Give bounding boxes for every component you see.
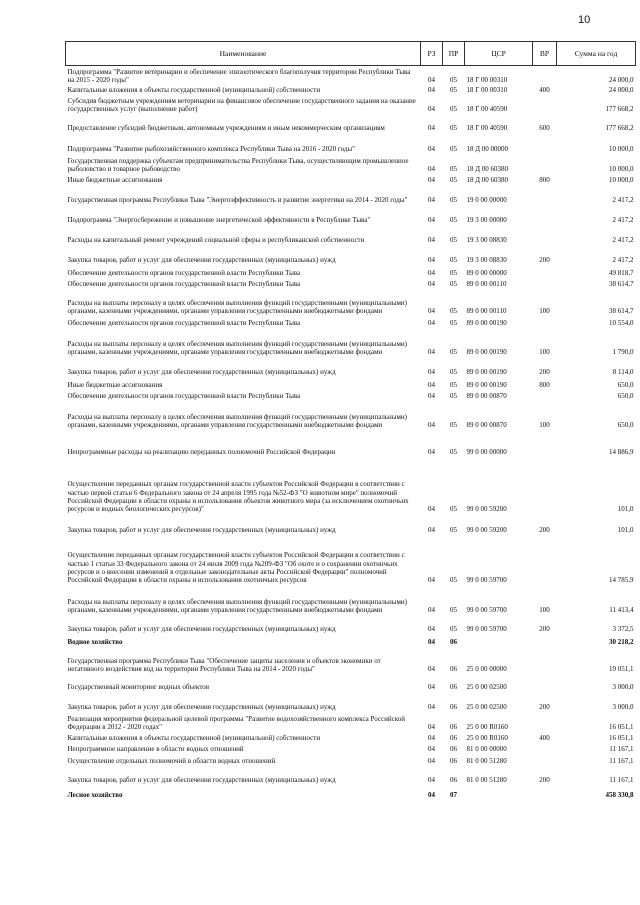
row-sum: 24 000,0: [609, 76, 634, 85]
row-csr: 19 3 00 08830: [466, 236, 507, 245]
row-pr: 05: [450, 319, 457, 328]
table-row: [66, 66, 636, 85]
table-row: [66, 357, 636, 377]
row-rz: 04: [428, 269, 435, 278]
header-csr: ЦСР: [465, 42, 533, 66]
row-vr: [533, 278, 557, 289]
row-pr: 06: [450, 638, 457, 647]
row-name: Обеспечение деятельности органов государственной власти Республики Тыва: [67, 392, 301, 401]
row-csr: 25 0 00 R0160: [466, 734, 508, 743]
row-rz: 04: [428, 757, 435, 766]
row-vr: [533, 785, 557, 800]
row-vr: [533, 430, 557, 457]
row-rz: 04: [428, 745, 435, 754]
row-rz: 04: [428, 638, 435, 647]
row-sum: 101,0: [617, 526, 634, 535]
row-csr: 89 0 00 00190: [466, 319, 507, 328]
row-sum: 177 668,2: [605, 124, 634, 133]
row-vr: 200: [539, 526, 550, 535]
row-pr: 06: [450, 734, 457, 743]
header-rz: РЗ: [421, 42, 443, 66]
row-name: Государственный мониторинг водных объектов: [67, 683, 210, 692]
row-sum: 38 614,7: [609, 280, 634, 289]
row-csr: 18 Г 00 40590: [466, 124, 508, 133]
row-rz: 04: [428, 625, 435, 634]
table-row: [66, 732, 636, 743]
row-vr: [533, 133, 557, 154]
row-pr: 05: [450, 105, 457, 114]
table-row: [66, 316, 636, 328]
row-name: Закупка товаров, работ и услуг для обеспечения государственных (муниципальных) нужд: [67, 256, 336, 265]
row-pr: 06: [450, 776, 457, 785]
row-rz: 04: [428, 776, 435, 785]
row-pr: 05: [450, 145, 457, 154]
row-name: Иные бюджетные ассигнования: [67, 176, 163, 185]
row-name: Лесное хозяйство: [67, 791, 123, 800]
row-name: Закупка товаров, работ и услуг для обеспечения государственных (муниципальных) нужд: [67, 776, 336, 785]
row-sum: 458 330,8: [605, 791, 634, 800]
row-name: Закупка товаров, работ и услуг для обеспечения государственных (муниципальных) нужд: [67, 703, 336, 712]
table-header-row: [66, 42, 636, 66]
row-name: Закупка товаров, работ и услуг для обеспечения государственных (муниципальных) нужд: [67, 625, 336, 634]
row-rz: 04: [428, 381, 435, 390]
row-vr: [533, 634, 557, 647]
row-name: Обеспечение деятельности органов государственной власти Республики Тыва: [67, 280, 301, 289]
table-row: [66, 328, 636, 357]
row-pr: 05: [450, 448, 457, 457]
row-vr: 200: [539, 703, 550, 712]
row-name: Расходы на выплаты персоналу в целях обеспечения выполнения функций государственными (муниципальными) органами, казенными учреждениями, органами управления государственными внебюджетными фондами: [67, 339, 408, 357]
table-row: [66, 289, 636, 316]
table-row: [66, 133, 636, 154]
row-csr: 18 Г 00 00310: [466, 76, 508, 85]
row-rz: 04: [428, 236, 435, 245]
row-pr: 05: [450, 124, 457, 133]
row-csr: 89 0 00 00110: [466, 280, 507, 289]
table-row: [66, 615, 636, 634]
row-csr: 81 0 00 00000: [466, 745, 507, 754]
table-row: [66, 390, 636, 401]
row-rz: 04: [428, 280, 435, 289]
table-row: [66, 585, 636, 615]
table-row: [66, 766, 636, 785]
row-vr: 600: [539, 124, 550, 133]
row-pr: 05: [450, 165, 457, 174]
row-name: Государственная программа Республики Тыва "Энергоэффективность и развитие энергетики на 2014 - 2020 годы": [67, 196, 408, 205]
row-vr: [533, 185, 557, 205]
row-pr: 05: [450, 368, 457, 377]
row-rz: 04: [428, 86, 435, 95]
table-row: [66, 95, 636, 114]
row-vr: [533, 535, 557, 585]
row-rz: 04: [428, 145, 435, 154]
row-vr: 200: [539, 256, 550, 265]
table-row: [66, 692, 636, 712]
table-row: [66, 114, 636, 133]
row-csr: 89 0 00 00870: [466, 421, 507, 430]
row-pr: 05: [450, 236, 457, 245]
row-vr: 100: [539, 348, 550, 357]
row-sum: 14 886,9: [609, 448, 634, 457]
row-vr: [533, 66, 557, 85]
row-csr: 99 0 00 59700: [466, 606, 507, 615]
table-row: [66, 535, 636, 585]
row-csr: 19 3 00 00000: [466, 216, 507, 225]
table-row: [66, 401, 636, 430]
table-row: [66, 245, 636, 265]
row-pr: 05: [450, 348, 457, 357]
row-sum: 2 417,2: [612, 236, 634, 245]
row-name: Расходы на выплаты персоналу в целях обеспечения выполнения функций государственными (муниципальными) органами, казенными учреждениями, органами управления государственными внебюджетными фондами: [67, 412, 408, 430]
row-csr: 99 0 00 59700: [466, 625, 507, 634]
row-name: Реализация мероприятия федеральной целевой программы "Развитие водохозяйственного комплекса Российской Федерации в 2012 - 2020 годах": [67, 714, 405, 732]
row-pr: 05: [450, 625, 457, 634]
row-vr: 400: [539, 86, 550, 95]
row-pr: 05: [450, 576, 457, 585]
row-sum: 16 051,1: [609, 734, 634, 743]
row-csr: 89 0 00 00190: [466, 381, 507, 390]
row-pr: 05: [450, 505, 457, 514]
row-csr: 25 0 00 02500: [466, 703, 507, 712]
table-row: [66, 154, 636, 174]
row-csr: 18 Г 00 40590: [466, 105, 508, 114]
row-pr: 05: [450, 421, 457, 430]
row-csr: 18 Г 00 00310: [466, 86, 508, 95]
row-csr: 19 3 00 08830: [466, 256, 507, 265]
row-sum: 11 167,1: [609, 757, 634, 766]
table-row: [66, 743, 636, 754]
page-number: 10: [578, 14, 591, 26]
row-pr: 05: [450, 606, 457, 615]
row-csr: 81 0 00 51280: [466, 757, 507, 766]
row-rz: 04: [428, 105, 435, 114]
row-rz: 04: [428, 606, 435, 615]
row-rz: 04: [428, 703, 435, 712]
budget-table: [65, 41, 636, 800]
row-name: Расходы на капитальный ремонт учреждений социальной сферы и республиканской собственности: [67, 236, 365, 245]
row-sum: 8 114,0: [612, 368, 634, 377]
row-sum: 19 051,1: [609, 665, 634, 674]
row-pr: 06: [450, 683, 457, 692]
row-rz: 04: [428, 526, 435, 535]
row-rz: 04: [428, 683, 435, 692]
row-sum: 3 372,5: [612, 625, 634, 634]
table-row: [66, 785, 636, 800]
row-sum: 38 614,7: [609, 307, 634, 316]
table-row: [66, 85, 636, 95]
row-pr: 05: [450, 176, 457, 185]
row-pr: 05: [450, 216, 457, 225]
row-pr: 05: [450, 269, 457, 278]
table-row: [66, 174, 636, 185]
row-pr: 06: [450, 757, 457, 766]
row-name: Предоставление субсидий бюджетным, автономным учреждениям и иным некоммерческим организациям: [67, 124, 385, 133]
row-sum: 24 000,0: [609, 86, 634, 95]
table-body: [66, 66, 636, 800]
row-vr: 200: [539, 368, 550, 377]
row-name: Водное хозяйство: [67, 638, 123, 647]
row-csr: 25 0 00 R0160: [466, 723, 508, 732]
row-csr: 89 0 00 00110: [466, 307, 507, 316]
row-sum: 2 417,2: [612, 216, 634, 225]
row-pr: 05: [450, 392, 457, 401]
row-sum: 650,0: [617, 421, 634, 430]
row-pr: 05: [450, 76, 457, 85]
row-sum: 11 413,4: [609, 606, 634, 615]
row-rz: 04: [428, 176, 435, 185]
table-row: [66, 754, 636, 766]
row-vr: [533, 647, 557, 674]
row-csr: 18 Д 00 60380: [466, 165, 509, 174]
row-name: Капитальные вложения в объекты государственной (муниципальной) собственности: [67, 734, 321, 743]
row-rz: 04: [428, 368, 435, 377]
header-name: Наименование: [66, 42, 421, 66]
row-csr: 19 0 00 00000: [466, 196, 507, 205]
row-name: Закупка товаров, работ и услуг для обеспечения государственных (муниципальных) нужд: [67, 526, 336, 535]
row-rz: 04: [428, 723, 435, 732]
row-csr: 89 0 00 00190: [466, 368, 507, 377]
row-rz: 04: [428, 392, 435, 401]
row-csr: 18 Д 00 60380: [466, 176, 509, 185]
header-pr: ПР: [443, 42, 465, 66]
row-sum: 101,0: [617, 505, 634, 514]
row-vr: 200: [539, 625, 550, 634]
table-row: [66, 674, 636, 692]
row-vr: [533, 95, 557, 114]
row-name: Государственная поддержка субъектам предпринимательства Республики Тыва, осуществляющим промышленное рыболовство и товарное рыбоводство: [67, 156, 409, 174]
row-vr: [533, 743, 557, 754]
row-name: Капитальные вложения в объекты государственной (муниципальной) собственности: [67, 86, 321, 95]
row-csr: 89 0 00 00870: [466, 392, 507, 401]
row-name: Подпрограмма "Развитие ветеринарии и обеспечение эпизоотического благополучия территории Республики Тыва на 2015 - 2020 годы": [67, 67, 411, 85]
row-vr: 200: [539, 776, 550, 785]
table-row: [66, 647, 636, 674]
row-rz: 04: [428, 448, 435, 457]
row-rz: 04: [428, 791, 435, 800]
row-csr: 25 0 00 02500: [466, 683, 507, 692]
row-csr: 18 Д 00 00000: [466, 145, 509, 154]
row-sum: 10 000,0: [609, 176, 634, 185]
row-rz: 04: [428, 76, 435, 85]
row-pr: 06: [450, 723, 457, 732]
table-row: [66, 225, 636, 245]
table-row: [66, 278, 636, 289]
row-vr: [533, 457, 557, 514]
row-name: Расходы на выплаты персоналу в целях обеспечения выполнения функций государственными (муниципальными) органами, казенными учреждениями, органами управления государственными внебюджетными фондами: [67, 298, 408, 316]
row-name: Осуществление переданных органам государственной власти субъектов Российской Федерации в соответствии с частью 1 статьи 33 Федерального закона от 24 июля 2009 года №209-ФЗ "Об охоте и о сохранении охотничьих ресурсов и о внесении изменений в отдельные законодательные акты Российской Федерации" полномочий Российской Федерации в области охраны и использования охотничьих ресурсов: [67, 551, 405, 585]
row-pr: 05: [450, 196, 457, 205]
row-vr: 400: [539, 734, 550, 743]
row-vr: 800: [539, 381, 550, 390]
row-rz: 04: [428, 421, 435, 430]
row-pr: 05: [450, 256, 457, 265]
row-name: Государственная программа Республики Тыва "Обеспечение защиты населения и объектов экономики от негативного воздействия вод на территории Республики Тыва на 2014 - 2020 годы": [67, 656, 381, 674]
row-vr: [533, 674, 557, 692]
row-vr: 100: [539, 421, 550, 430]
row-rz: 04: [428, 165, 435, 174]
row-csr: 99 0 00 59700: [466, 576, 507, 585]
row-name: Непрограммные расходы на реализацию переданных полномочий Российской Федерации: [67, 448, 336, 457]
header-vr: ВР: [533, 42, 557, 66]
row-sum: 30 218,2: [609, 638, 634, 647]
row-sum: 10 000,0: [609, 165, 634, 174]
row-name: Расходы на выплаты персоналу в целях обеспечения выполнения функций государственными (муниципальными) органами, казенными учреждениями, органами управления государственными внебюджетными фондами: [67, 597, 408, 615]
row-name: Обеспечение деятельности органов государственной власти Республики Тыва: [67, 319, 301, 328]
row-name: Подпрограмма "Развитие рыбохозяйственного комплекса Республики Тыва на 2016 - 2020 годы": [67, 145, 356, 154]
row-pr: 06: [450, 703, 457, 712]
table-row: [66, 185, 636, 205]
row-name: Субсидия бюджетным учреждениям ветеринарии на финансовое обеспечение государственного задания на оказание государственных услуг (выполнение работ): [67, 96, 416, 114]
row-sum: 11 167,1: [609, 745, 634, 754]
row-csr: [465, 785, 533, 800]
row-sum: 16 051,1: [609, 723, 634, 732]
table-row: [66, 634, 636, 647]
row-csr: 99 0 00 00000: [466, 448, 507, 457]
row-rz: 04: [428, 256, 435, 265]
table-row: [66, 514, 636, 535]
table-row: [66, 712, 636, 732]
row-vr: [533, 712, 557, 732]
row-name: Подпрограмма "Энергосбережение и повышение энергетической эффективности в Республике Тыва": [67, 216, 371, 225]
row-rz: 04: [428, 319, 435, 328]
row-csr: 89 0 00 00190: [466, 348, 507, 357]
row-name: Осуществление отдельных полномочий в области водных отношений: [67, 757, 276, 766]
row-pr: 05: [450, 86, 457, 95]
row-sum: 14 785,9: [609, 576, 634, 585]
row-name: Иные бюджетные ассигнования: [67, 381, 163, 390]
row-name: Обеспечение деятельности органов государственной власти Республики Тыва: [67, 269, 301, 278]
header-sum: Сумма на год: [557, 42, 636, 66]
row-name: Закупка товаров, работ и услуг для обеспечения государственных (муниципальных) нужд: [67, 368, 336, 377]
table-row: [66, 205, 636, 225]
row-sum: 177 668,2: [605, 105, 634, 114]
row-sum: 3 000,0: [612, 683, 634, 692]
row-rz: 04: [428, 124, 435, 133]
row-vr: [533, 754, 557, 766]
table-row: [66, 265, 636, 278]
row-sum: 2 417,2: [612, 256, 634, 265]
row-pr: 06: [450, 665, 457, 674]
row-sum: 10 000,0: [609, 145, 634, 154]
row-csr: 25 0 00 00000: [466, 665, 507, 674]
row-vr: [533, 205, 557, 225]
row-sum: 650,0: [617, 381, 634, 390]
row-sum: 2 417,2: [612, 196, 634, 205]
row-pr: 05: [450, 307, 457, 316]
row-rz: 04: [428, 196, 435, 205]
row-vr: 100: [539, 307, 550, 316]
row-sum: 11 167,1: [609, 776, 634, 785]
row-rz: 04: [428, 505, 435, 514]
row-csr: 81 0 00 51280: [466, 776, 507, 785]
row-name: Непрограммное направление в области водных отношений: [67, 745, 244, 754]
row-rz: 04: [428, 216, 435, 225]
row-sum: 3 000,0: [612, 703, 634, 712]
row-csr: 89 0 00 00000: [466, 269, 507, 278]
row-vr: [533, 225, 557, 245]
row-csr: 99 0 00 59200: [466, 526, 507, 535]
row-pr: 05: [450, 280, 457, 289]
row-vr: [533, 265, 557, 278]
row-rz: 04: [428, 665, 435, 674]
row-vr: [533, 390, 557, 401]
row-rz: 04: [428, 576, 435, 585]
row-sum: 650,0: [617, 392, 634, 401]
row-rz: 04: [428, 348, 435, 357]
row-rz: 04: [428, 307, 435, 316]
table-row: [66, 430, 636, 457]
row-vr: 800: [539, 176, 550, 185]
row-csr: [465, 634, 533, 647]
row-pr: 06: [450, 745, 457, 754]
row-pr: 05: [450, 381, 457, 390]
row-rz: 04: [428, 734, 435, 743]
table-row: [66, 377, 636, 390]
row-vr: [533, 316, 557, 328]
row-pr: 07: [450, 791, 457, 800]
table-row: [66, 457, 636, 514]
row-vr: [533, 154, 557, 174]
row-sum: 1 790,0: [612, 348, 634, 357]
row-name: Осуществление переданных органам государственной власти субъектов Российской Федерации в соответствии с частью первой статьи 6 Федерального закона от 24 апреля 1995 года №52-ФЗ "О животном мире" полномочий Российской Федерации в области охраны и использования объектов животного мира (за исключением охотничьих ресурсов и водных биологических ресурсов)": [67, 480, 409, 514]
row-sum: 10 554,0: [609, 319, 634, 328]
row-pr: 05: [450, 526, 457, 535]
row-sum: 49 818,7: [609, 269, 634, 278]
row-vr: 100: [539, 606, 550, 615]
row-csr: 99 0 00 59200: [466, 505, 507, 514]
